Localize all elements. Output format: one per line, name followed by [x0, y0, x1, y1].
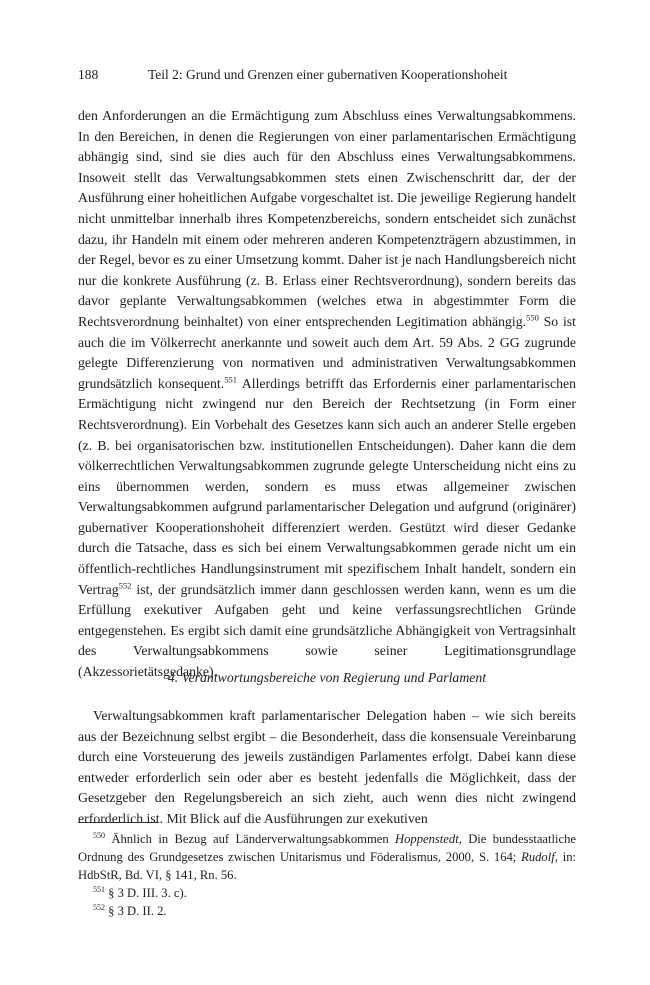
- footnote-author: Rudolf,: [521, 850, 558, 864]
- paragraph-1-part-b: So ist auch die im Völkerrecht anerkannte und soweit auch dem Art. 59 Abs. 2 GG zugrunde gelegte Differenzierung von normativen und administrativen Verwaltungsabkommen grundsätzlich konsequent.: [78, 313, 576, 391]
- footnote-text: § 3 D. II. 2.: [105, 904, 167, 918]
- paragraph-1-part-d: ist, der grundsätzlich immer dann geschlossen werden kann, wenn es um die Erfüllung exekutiver Aufgaben geht und keine verfassungsrechtlichen Gründe entgegenstehen. Es ergibt sich damit eine grundsätzliche Abhängigkeit von Vertragsinhalt des Verwaltungsabkommens sowie seiner Legitimationsgrundlage (Akzessorietätsgedanke).: [78, 581, 576, 680]
- footnote-552: [78, 902, 576, 920]
- footnote-number: 552: [93, 902, 105, 912]
- footnote-text: in: HdbStR, Bd. VI, § 141, Rn. 56.: [78, 850, 576, 882]
- footnote-author: Hoppenstedt,: [395, 832, 462, 846]
- footnote-ref-551: 551: [224, 374, 237, 385]
- footnotes: [78, 830, 576, 920]
- footnote-ref-550: 550: [526, 312, 539, 323]
- paragraph-1: [78, 106, 576, 683]
- footnote-text: § 3 D. III. 3. c).: [105, 886, 187, 900]
- paragraph-1-part-a: den Anforderungen an die Ermächtigung zum Abschluss eines Verwaltungsabkommens. In den Bereichen, in denen die Regierungen von einer parlamentarischen Ermächtigung abhängig sind, sind sie dies auch für den Abschluss eines Verwaltungsabkommens. Insoweit stellt das Verwaltungsabkommen stets einen Zwischenschritt dar, der der Ausführung einer hoheitlichen Aufgabe vorgeschaltet ist. Die jeweilige Regierung handelt nicht unmittelbar innerhalb ihres Kompetenzbereichs, sondern entscheidet sich zunächst dazu, ihr Handeln mit einem oder mehreren anderen Kompetenzträgern abzustimmen, in der Regel, bevor es zu einer Umsetzung kommt. Daher ist je nach Handlungsbereich nicht nur die konkrete Ausführung (z. B. Erlass einer Rechtsverordnung), sondern bereits das davor geplante Verwaltungsabkommen (welches etwa in abgestimmter Form die Rechtsverordnung beinhaltet) von einer entsprechenden Legitimation abhängig.: [78, 108, 576, 329]
- running-header: [78, 66, 578, 84]
- footnote-number: 550: [93, 830, 105, 840]
- footnote-number: 551: [93, 884, 105, 894]
- footnote-ref-552: 552: [118, 580, 132, 591]
- paragraph-2: Verwaltungsabkommen kraft parlamentarischer Delegation haben – wie sich bereits aus der Bezeichnung selbst ergibt – die Besonderheit, dass die konsensuale Vereinbarung durch eine Vorsteuerung des jeweils zuständigen Parlamentes erfolgt. Dabei kann diese entweder erforderlich sein oder aber es besteht jedenfalls die Möglichkeit, dass der Gesetzgeber den Regelungsbereich an sich zieht, auch wenn dies nicht zwingend erforderlich ist. Mit Blick auf die Ausführungen zur exekutiven: [78, 708, 576, 826]
- running-title: Teil 2: Grund und Grenzen einer gubernativen Kooperationshoheit: [148, 67, 508, 82]
- footnote-text: Die bundesstaatliche Ordnung des Grundgesetzes zwischen Unitarismus und Föderalismus, 2000, S. 164;: [78, 832, 577, 864]
- footnote-551: [78, 884, 576, 902]
- main-text: [78, 106, 576, 683]
- section-heading: 4. Verantwortungsbereiche von Regierung und Parlament: [167, 670, 487, 685]
- footnote-divider: [78, 822, 158, 823]
- page-number: 188: [78, 67, 99, 82]
- footnote-550: [78, 830, 576, 884]
- main-text-continued: [78, 706, 576, 830]
- footnote-text: Ähnlich in Bezug auf Länderverwaltungsabkommen: [105, 832, 396, 846]
- paragraph-1-part-c: Allerdings betrifft das Erfordernis einer parlamentarischen Ermächtigung nicht zwingend nur den Bereich der Rechtsetzung (in Form einer Rechtsverordnung). Ein Vorbehalt des Gesetzes kann sich auch an anderer Stelle ergeben (z. B. bei organisatorischen bzw. institutionellen Entscheidungen). Daher kann die dem völkerrechtlichen Verwaltungsabkommen zugrunde gelegte Unterscheidung nicht eins zu eins übernommen werden, sondern es muss etwas allgemeiner zwischen Verwaltungsabkommen aufgrund parlamentarischer Delegation und aufgrund (originärer) gubernativer Kooperationshoheit differenziert werden. Gestützt wird dieser Gedanke durch die Tatsache, dass es sich bei einem Verwaltungsabkommen gerade nicht um ein öffentlich-rechtliches Handlungsinstrument mit spezifischem Inhalt handelt, sondern ein Vertrag: [78, 375, 576, 597]
